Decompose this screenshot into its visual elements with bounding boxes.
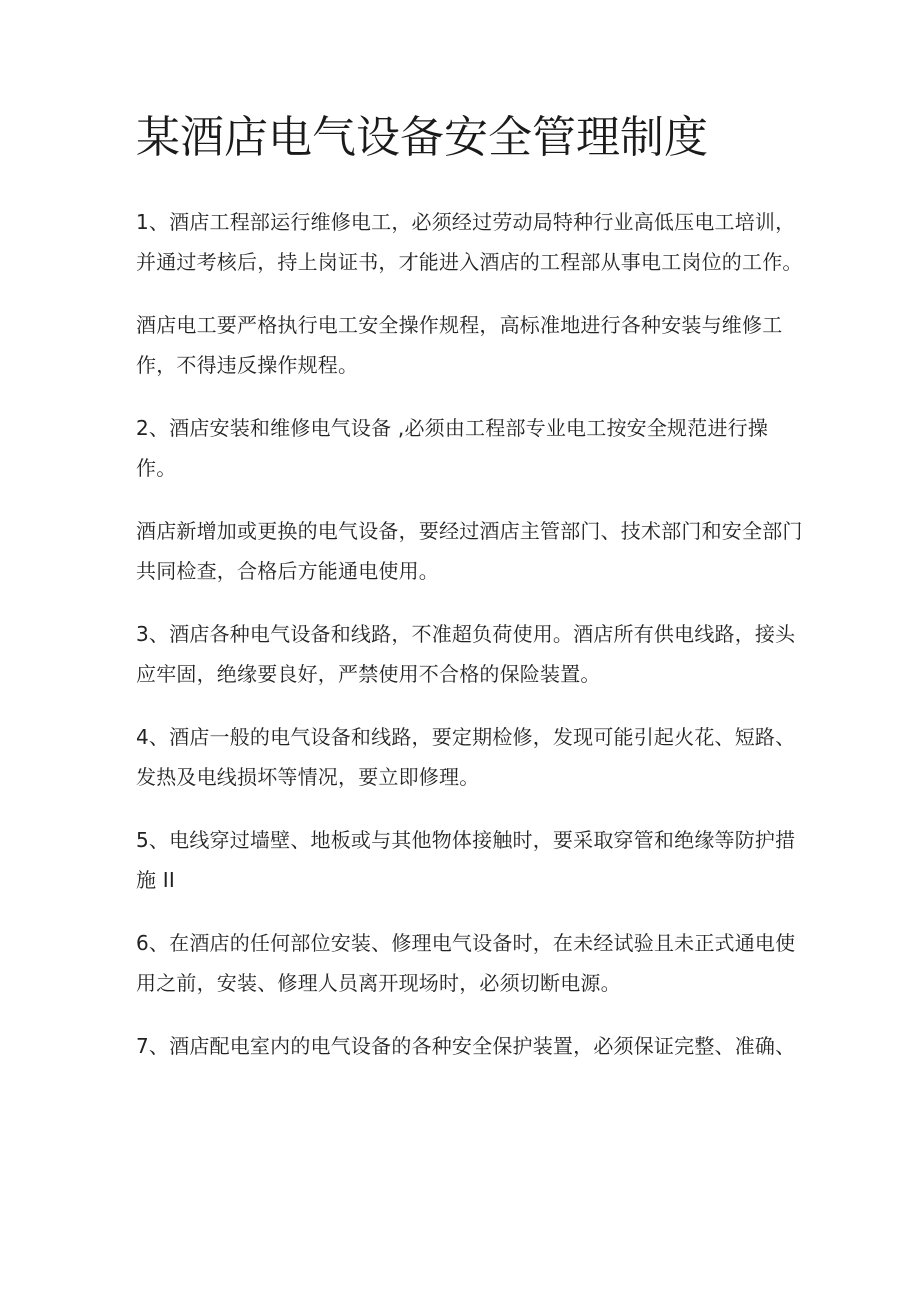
paragraph-9: 7、酒店配电室内的电气设备的各种安全保护装置，必须保证完整、准确、 <box>136 1034 796 1058</box>
paragraph-6: 4、酒店一般的电气设备和线路，要定期检修，发现可能引起火花、短路、发热及电线损坏等情况，要立即修理。 <box>136 725 796 789</box>
paragraph-4: 酒店新增加或更换的电气设备，要经过酒店主管部门、技术部门和安全部门共同检查，合格后方能通电使用。 <box>136 519 803 583</box>
page-title: 某酒店电气设备安全管理制度 <box>136 112 708 163</box>
paragraph-7: 5、电线穿过墙壁、地板或与其他物体接触时，要采取穿管和绝缘等防护措施 II <box>136 828 796 892</box>
paragraph-1: 1、酒店工程部运行维修电工，必须经过劳动局特种行业高低压电工培训，并通过考核后，持上岗证书，才能进入酒店的工程部从事电工岗位的工作。 <box>136 210 803 274</box>
paragraph-8: 6、在酒店的任何部位安装、修理电气设备时，在未经试验且未正式通电使用之前，安装、修理人员离开现场时，必须切断电源。 <box>136 931 796 995</box>
paragraph-3: 2、酒店安装和维修电气设备 ,必须由工程部专业电工按安全规范进行操作。 <box>136 416 769 480</box>
document-body <box>136 202 808 1089</box>
paragraph-2: 酒店电工要严格执行电工安全操作规程，高标准地进行各种安装与维修工作，不得违反操作规程。 <box>136 313 783 377</box>
paragraph-5: 3、酒店各种电气设备和线路，不准超负荷使用。酒店所有供电线路，接头应牢固，绝缘要良好，严禁使用不合格的保险装置。 <box>136 622 796 686</box>
